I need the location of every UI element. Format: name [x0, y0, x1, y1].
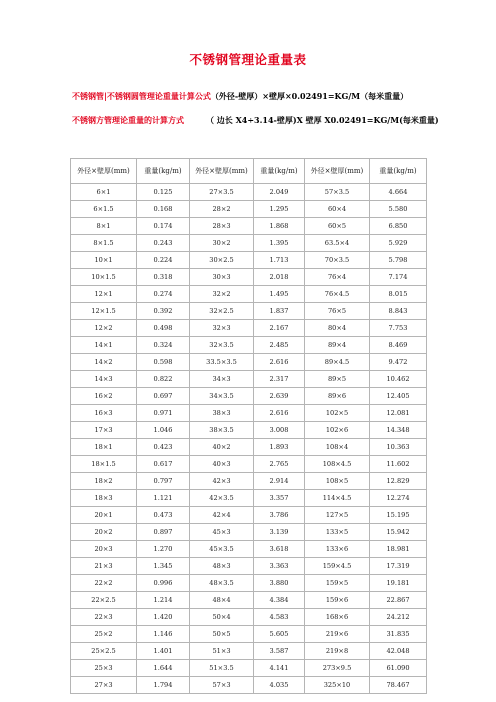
table-row: [71, 609, 427, 626]
weight-cell: 5.580: [370, 201, 427, 218]
size-cell: 219×8: [305, 643, 370, 660]
weight-cell: 2.639: [254, 388, 305, 405]
size-cell: 22×2.5: [71, 592, 137, 609]
size-cell: 42×3: [190, 473, 254, 490]
table-row: [71, 252, 427, 269]
weight-cell: 1.345: [137, 558, 190, 575]
weight-cell: 2.018: [254, 269, 305, 286]
size-cell: 57×3: [190, 677, 254, 694]
weight-cell: 3.786: [254, 507, 305, 524]
weight-cell: 1.837: [254, 303, 305, 320]
weight-cell: 7.174: [370, 269, 427, 286]
weight-cell: 9.472: [370, 354, 427, 371]
weight-cell: 3.363: [254, 558, 305, 575]
size-cell: 27×3: [71, 677, 137, 694]
size-cell: 133×6: [305, 541, 370, 558]
size-cell: 32×3.5: [190, 337, 254, 354]
size-cell: 159×6: [305, 592, 370, 609]
weight-cell: 1.046: [137, 422, 190, 439]
weight-cell: 0.498: [137, 320, 190, 337]
square-tube-formula: [72, 115, 439, 126]
weight-cell: 0.697: [137, 388, 190, 405]
weight-cell: 42.048: [370, 643, 427, 660]
weight-cell: 12.274: [370, 490, 427, 507]
weight-cell: 14.348: [370, 422, 427, 439]
weight-cell: 11.602: [370, 456, 427, 473]
column-header: 外径×壁厚(mm): [71, 159, 137, 184]
size-cell: 10×1: [71, 252, 137, 269]
weight-cell: 5.798: [370, 252, 427, 269]
size-cell: 28×2: [190, 201, 254, 218]
table-row: [71, 507, 427, 524]
size-cell: 108×4: [305, 439, 370, 456]
weight-cell: 1.713: [254, 252, 305, 269]
weight-cell: 0.797: [137, 473, 190, 490]
weight-cell: 0.598: [137, 354, 190, 371]
table-row: [71, 286, 427, 303]
weight-cell: 8.015: [370, 286, 427, 303]
weight-cell: 8.843: [370, 303, 427, 320]
weight-cell: 15.942: [370, 524, 427, 541]
size-cell: 76×5: [305, 303, 370, 320]
table-row: [71, 201, 427, 218]
weight-cell: 1.794: [137, 677, 190, 694]
size-cell: 8×1.5: [71, 235, 137, 252]
weight-cell: 2.167: [254, 320, 305, 337]
weight-cell: 3.880: [254, 575, 305, 592]
size-cell: 80×4: [305, 320, 370, 337]
weight-cell: 4.035: [254, 677, 305, 694]
size-cell: 159×4.5: [305, 558, 370, 575]
size-cell: 30×2.5: [190, 252, 254, 269]
table-row: [71, 592, 427, 609]
size-cell: 20×3: [71, 541, 137, 558]
weight-cell: 2.485: [254, 337, 305, 354]
column-header: 重量(kg/m): [137, 159, 190, 184]
size-cell: 27×3.5: [190, 184, 254, 201]
column-header: 重量(kg/m): [370, 159, 427, 184]
size-cell: 32×2: [190, 286, 254, 303]
size-cell: 48×3: [190, 558, 254, 575]
size-cell: 76×4.5: [305, 286, 370, 303]
size-cell: 168×6: [305, 609, 370, 626]
table-header-row: [71, 159, 427, 184]
weight-cell: 1.146: [137, 626, 190, 643]
weight-cell: 2.049: [254, 184, 305, 201]
weight-cell: 0.473: [137, 507, 190, 524]
size-cell: 30×3: [190, 269, 254, 286]
weight-cell: 0.897: [137, 524, 190, 541]
size-cell: 325×10: [305, 677, 370, 694]
weight-cell: 3.618: [254, 541, 305, 558]
table-row: [71, 303, 427, 320]
round-tube-formula: [72, 91, 408, 102]
size-cell: 38×3.5: [190, 422, 254, 439]
weight-cell: 4.141: [254, 660, 305, 677]
size-cell: 25×2.5: [71, 643, 137, 660]
size-cell: 76×4: [305, 269, 370, 286]
weight-cell: 10.462: [370, 371, 427, 388]
table-row: [71, 388, 427, 405]
size-cell: 60×4: [305, 201, 370, 218]
size-cell: 34×3.5: [190, 388, 254, 405]
size-cell: 45×3: [190, 524, 254, 541]
size-cell: 51×3: [190, 643, 254, 660]
weight-cell: 12.081: [370, 405, 427, 422]
weight-cell: 2.616: [254, 354, 305, 371]
size-cell: 28×3: [190, 218, 254, 235]
page-title: 不锈钢管理论重量表: [189, 52, 307, 67]
size-cell: 57×3.5: [305, 184, 370, 201]
weight-cell: 31.835: [370, 626, 427, 643]
size-cell: 18×2: [71, 473, 137, 490]
weight-cell: 19.181: [370, 575, 427, 592]
table-row: [71, 184, 427, 201]
weight-cell: 0.274: [137, 286, 190, 303]
size-cell: 102×5: [305, 405, 370, 422]
table-row: [71, 524, 427, 541]
weight-cell: 1.893: [254, 439, 305, 456]
size-cell: 42×4: [190, 507, 254, 524]
size-cell: 32×2.5: [190, 303, 254, 320]
size-cell: 63.5×4: [305, 235, 370, 252]
weight-cell: 12.829: [370, 473, 427, 490]
column-header: 外径×壁厚(mm): [190, 159, 254, 184]
weight-cell: 0.971: [137, 405, 190, 422]
size-cell: 18×1.5: [71, 456, 137, 473]
size-cell: 18×3: [71, 490, 137, 507]
weight-cell: 0.392: [137, 303, 190, 320]
weight-cell: 15.195: [370, 507, 427, 524]
size-cell: 16×3: [71, 405, 137, 422]
weight-cell: 12.405: [370, 388, 427, 405]
weight-cell: 24.212: [370, 609, 427, 626]
weight-cell: 22.867: [370, 592, 427, 609]
weight-cell: 0.243: [137, 235, 190, 252]
size-cell: 48×4: [190, 592, 254, 609]
weight-cell: 2.765: [254, 456, 305, 473]
size-cell: 20×1: [71, 507, 137, 524]
weight-cell: 5.929: [370, 235, 427, 252]
weight-cell: 3.008: [254, 422, 305, 439]
weight-cell: 8.469: [370, 337, 427, 354]
weight-cell: 3.587: [254, 643, 305, 660]
weight-cell: 1.295: [254, 201, 305, 218]
weight-cell: 2.914: [254, 473, 305, 490]
size-cell: 17×3: [71, 422, 137, 439]
weight-cell: 0.324: [137, 337, 190, 354]
weight-cell: 5.605: [254, 626, 305, 643]
weight-cell: 2.616: [254, 405, 305, 422]
size-cell: 12×1: [71, 286, 137, 303]
size-cell: 33.5×3.5: [190, 354, 254, 371]
weight-cell: 0.168: [137, 201, 190, 218]
weight-cell: 1.868: [254, 218, 305, 235]
table-row: [71, 660, 427, 677]
table-row: [71, 235, 427, 252]
round-tube-formula-label: 不锈钢管|不锈钢圆管理论重量计算公式: [72, 91, 211, 101]
weight-cell: 3.139: [254, 524, 305, 541]
weight-cell: 1.495: [254, 286, 305, 303]
table-row: [71, 575, 427, 592]
weight-cell: 1.395: [254, 235, 305, 252]
weight-cell: 3.357: [254, 490, 305, 507]
weight-cell: 0.174: [137, 218, 190, 235]
table-row: [71, 626, 427, 643]
weight-cell: 0.822: [137, 371, 190, 388]
weight-cell: 1.270: [137, 541, 190, 558]
size-cell: 89×5: [305, 371, 370, 388]
weight-cell: 0.996: [137, 575, 190, 592]
weight-cell: 1.420: [137, 609, 190, 626]
table-row: [71, 490, 427, 507]
table-row: [71, 354, 427, 371]
weight-table: [70, 158, 427, 694]
size-cell: 40×3: [190, 456, 254, 473]
size-cell: 273×9.5: [305, 660, 370, 677]
square-tube-formula-text: （ 边长 X4÷3.14-壁厚)X 壁厚 X0.02491=KG/M(每米重量): [206, 115, 439, 125]
table-row: [71, 456, 427, 473]
size-cell: 32×3: [190, 320, 254, 337]
weight-cell: 4.583: [254, 609, 305, 626]
size-cell: 22×2: [71, 575, 137, 592]
table-body: [71, 184, 427, 694]
size-cell: 133×5: [305, 524, 370, 541]
size-cell: 12×2: [71, 320, 137, 337]
size-cell: 219×6: [305, 626, 370, 643]
weight-cell: 18.981: [370, 541, 427, 558]
weight-cell: 1.401: [137, 643, 190, 660]
table-row: [71, 422, 427, 439]
size-cell: 60×5: [305, 218, 370, 235]
table-row: [71, 218, 427, 235]
size-cell: 18×1: [71, 439, 137, 456]
weight-cell: 61.090: [370, 660, 427, 677]
size-cell: 6×1: [71, 184, 137, 201]
weight-cell: 0.125: [137, 184, 190, 201]
column-header: 外径×壁厚(mm): [305, 159, 370, 184]
size-cell: 14×1: [71, 337, 137, 354]
table-row: [71, 269, 427, 286]
weight-cell: 6.850: [370, 218, 427, 235]
size-cell: 21×3: [71, 558, 137, 575]
size-cell: 34×3: [190, 371, 254, 388]
size-cell: 102×6: [305, 422, 370, 439]
weight-cell: 1.644: [137, 660, 190, 677]
size-cell: 108×4.5: [305, 456, 370, 473]
weight-cell: 0.224: [137, 252, 190, 269]
size-cell: 25×2: [71, 626, 137, 643]
size-cell: 10×1.5: [71, 269, 137, 286]
size-cell: 108×5: [305, 473, 370, 490]
size-cell: 159×5: [305, 575, 370, 592]
weight-cell: 4.664: [370, 184, 427, 201]
square-tube-formula-label: 不锈钢方管理论重量的计算方式: [72, 115, 184, 125]
table-row: [71, 405, 427, 422]
weight-cell: 4.384: [254, 592, 305, 609]
size-cell: 22×3: [71, 609, 137, 626]
table-row: [71, 439, 427, 456]
weight-cell: 17.319: [370, 558, 427, 575]
table-row: [71, 643, 427, 660]
size-cell: 127×5: [305, 507, 370, 524]
size-cell: 6×1.5: [71, 201, 137, 218]
weight-cell: 78.467: [370, 677, 427, 694]
size-cell: 114×4.5: [305, 490, 370, 507]
column-header: 重量(kg/m): [254, 159, 305, 184]
size-cell: 30×2: [190, 235, 254, 252]
weight-cell: 1.121: [137, 490, 190, 507]
weight-cell: 2.317: [254, 371, 305, 388]
weight-cell: 0.423: [137, 439, 190, 456]
size-cell: 45×3.5: [190, 541, 254, 558]
table-row: [71, 320, 427, 337]
size-cell: 12×1.5: [71, 303, 137, 320]
size-cell: 50×4: [190, 609, 254, 626]
size-cell: 14×2: [71, 354, 137, 371]
size-cell: 50×5: [190, 626, 254, 643]
table-row: [71, 337, 427, 354]
weight-cell: 0.318: [137, 269, 190, 286]
table-row: [71, 558, 427, 575]
size-cell: 89×6: [305, 388, 370, 405]
table-row: [71, 371, 427, 388]
size-cell: 48×3.5: [190, 575, 254, 592]
size-cell: 42×3.5: [190, 490, 254, 507]
size-cell: 70×3.5: [305, 252, 370, 269]
size-cell: 51×3.5: [190, 660, 254, 677]
size-cell: 40×2: [190, 439, 254, 456]
table-row: [71, 677, 427, 694]
size-cell: 89×4.5: [305, 354, 370, 371]
size-cell: 14×3: [71, 371, 137, 388]
size-cell: 25×3: [71, 660, 137, 677]
round-tube-formula-text: （外径-壁厚）×壁厚×0.02491=KG/M（每米重量）: [210, 91, 409, 101]
weight-cell: 10.363: [370, 439, 427, 456]
weight-cell: 0.617: [137, 456, 190, 473]
weight-cell: 1.214: [137, 592, 190, 609]
size-cell: 16×2: [71, 388, 137, 405]
size-cell: 20×2: [71, 524, 137, 541]
size-cell: 38×3: [190, 405, 254, 422]
size-cell: 8×1: [71, 218, 137, 235]
weight-cell: 7.753: [370, 320, 427, 337]
table-row: [71, 541, 427, 558]
size-cell: 89×4: [305, 337, 370, 354]
table-row: [71, 473, 427, 490]
